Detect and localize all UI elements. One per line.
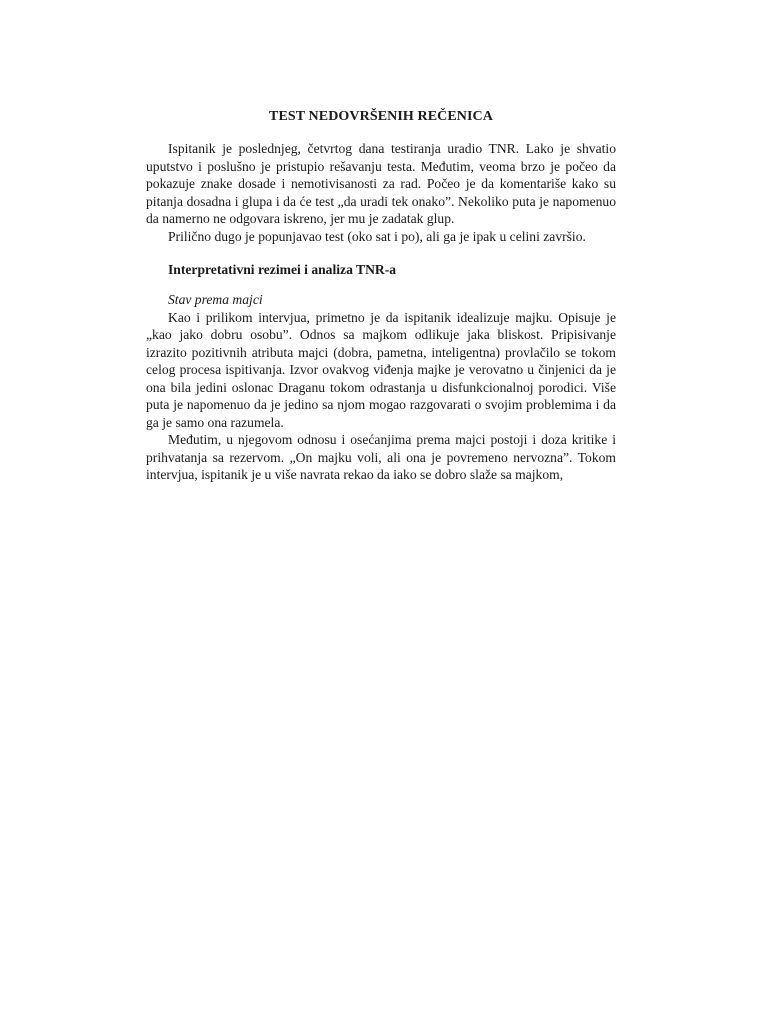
document-page (146, 108, 616, 484)
intro-paragraph-1: Ispitanik je poslednjeg, četvrtog dana testiranja uradio TNR. Lako je shvatio uputstvo i poslušno je pristupio rešavanju testa. Međutim, veoma brzo je počeo da pokazuje znake dosade i nemotivisanosti za rad. Počeo je da komentariše kako su pitanja dosadna i glupa i da će test „da uradi tek onako”. Nekoliko puta je napomenuo da namerno ne odgovara iskreno, jer mu je zadatak glup. (146, 141, 616, 226)
document-title: TEST NEDOVRŠENIH REČENICA (269, 109, 493, 124)
section-paragraph-2: Međutim, u njegovom odnosu i osećanjima prema majci postoji i doza kritike i prihvatanja sa rezervom. „On majku voli, ali ona je povremeno nervozna”. Tokom intervjua, ispitanik je u više navrata rekao da iako se dobro slaže sa majkom, (146, 432, 616, 482)
intro-paragraph-2: Prilično dugo je popunjavao test (oko sat i po), ali ga je ipak u celini završio. (168, 228, 586, 244)
section-paragraph-1: Kao i prilikom intervjua, primetno je da ispitanik idealizuje majku. Opisuje je „kao jako dobru osobu”. Odnos sa majkom odlikuje jaka bliskost. Pripisivanje izrazito pozitivnih atributa majci (dobra, pametna, inteligentna) provlačilo se tokom celog procesa ispitivanja. Izvor ovakvog viđenja majke je verovatno u činjenici da je ona bila jedini oslonac Draganu tokom odrastanja u disfunkcionalnoj porodici. Više puta je napomenuo da je jedino sa njom mogao razgovarati o svojim problemima i da ga je samo ona razumela. (146, 309, 616, 430)
section-heading: Interpretativni rezimei i analiza TNR-a (168, 262, 397, 277)
subheading: Stav prema majci (168, 292, 263, 307)
